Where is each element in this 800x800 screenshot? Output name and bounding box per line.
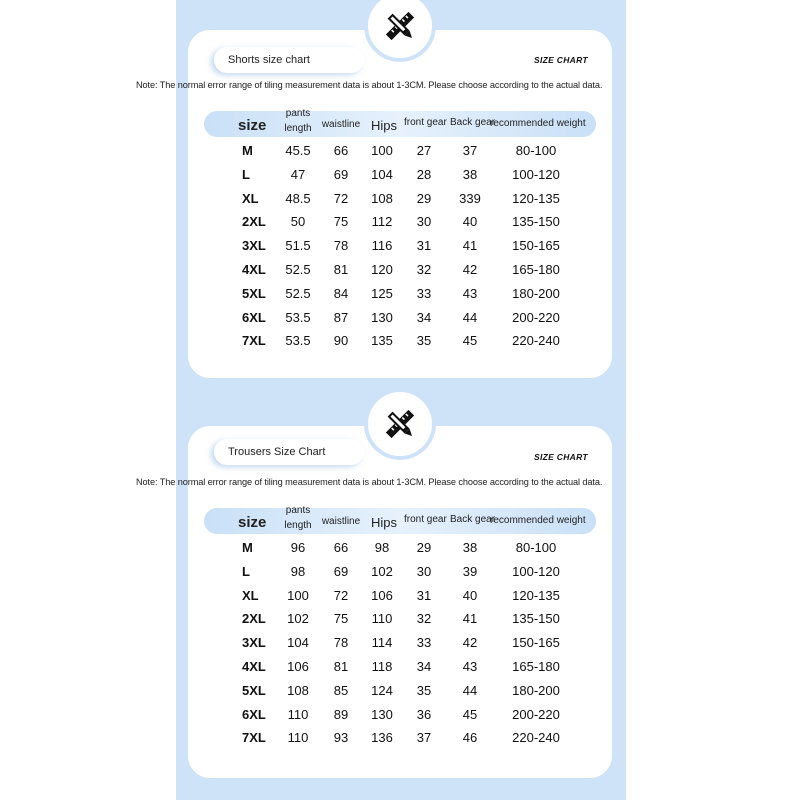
table-row [0, 286, 800, 306]
cell-pants-length: 98 [290, 563, 306, 579]
cell-waistline: 81 [333, 659, 349, 674]
header-recommended-weight: recommended weight [490, 515, 586, 526]
shorts-chart-title: Shorts size chart [214, 47, 364, 73]
table-row [0, 262, 800, 282]
size-chart-label: SIZE CHART [534, 452, 588, 462]
cell-pants-length: 52.5 [285, 262, 311, 277]
cell-pants-length: 53.5 [285, 333, 311, 349]
table-row [0, 588, 800, 608]
cell-waistline: 66 [333, 540, 349, 555]
measurement-note: Note: The normal error range of tiling measurement data is about 1-3CM. Please choose according to the actual data. [136, 80, 603, 90]
cell-recommended-weight: 100-120 [512, 166, 560, 182]
cell-back-gear: 38 [462, 540, 478, 555]
cell-hips: 130 [371, 309, 393, 325]
header-front-gear: front gear [404, 117, 447, 128]
cell-hips: 120 [371, 262, 393, 277]
cell-pants-length: 106 [287, 659, 309, 674]
table-row [0, 611, 800, 631]
measurement-note: Note: The normal error range of tiling measurement data is about 1-3CM. Please choose according to the actual data. [136, 477, 603, 487]
cell-size: M [242, 540, 253, 555]
cell-back-gear: 44 [462, 309, 478, 325]
cell-waistline: 81 [333, 262, 349, 277]
pencil-ruler-emblem [368, 392, 432, 456]
cell-front-gear: 29 [416, 190, 432, 206]
cell-back-gear: 42 [462, 635, 478, 651]
cell-pants-length: 100 [287, 587, 309, 603]
cell-hips: 102 [371, 563, 393, 579]
header-size: size [238, 514, 267, 531]
cell-size: L [242, 166, 250, 182]
cell-size: XL [242, 587, 259, 603]
cell-back-gear: 40 [462, 587, 478, 603]
cell-size: 3XL [242, 238, 266, 254]
cell-waistline: 69 [333, 166, 349, 182]
table-row [0, 310, 800, 330]
cell-size: 7XL [242, 730, 266, 746]
cell-back-gear: 37 [462, 143, 478, 158]
cell-hips: 116 [371, 238, 393, 254]
cell-hips: 110 [371, 611, 393, 627]
cell-recommended-weight: 150-165 [512, 635, 560, 651]
cell-hips: 124 [371, 682, 393, 698]
header-back-gear: Back gear [450, 514, 496, 525]
cell-size: L [242, 563, 250, 579]
cell-hips: 112 [371, 214, 393, 230]
header-hips: Hips [370, 118, 397, 133]
cell-front-gear: 33 [416, 635, 432, 651]
cell-pants-length: 53.5 [285, 309, 311, 325]
cell-waistline: 89 [333, 706, 349, 722]
cell-recommended-weight: 135-150 [512, 611, 560, 627]
table-row [0, 564, 800, 584]
cell-hips: 98 [374, 540, 390, 555]
cell-front-gear: 31 [416, 587, 432, 603]
cell-size: 4XL [242, 659, 266, 674]
cell-front-gear: 37 [416, 730, 432, 746]
cell-back-gear: 46 [462, 730, 478, 746]
table-row [0, 683, 800, 703]
cell-front-gear: 33 [416, 285, 432, 301]
cell-recommended-weight: 180-200 [512, 285, 560, 301]
cell-pants-length: 47 [290, 166, 306, 182]
cell-front-gear: 30 [416, 563, 432, 579]
cell-hips: 104 [371, 166, 393, 182]
cell-pants-length: 51.5 [285, 238, 311, 254]
cell-hips: 100 [371, 143, 393, 158]
table-row [0, 143, 800, 163]
cell-pants-length: 52.5 [285, 285, 311, 301]
cell-size: 7XL [242, 333, 266, 349]
cell-pants-length: 110 [287, 730, 309, 746]
cell-hips: 118 [371, 659, 393, 674]
header-waistline: waistline [321, 119, 361, 130]
cell-waistline: 66 [333, 143, 349, 158]
size-chart-label: SIZE CHART [534, 55, 588, 65]
cell-size: XL [242, 190, 259, 206]
cell-size: M [242, 143, 253, 158]
cell-front-gear: 35 [416, 333, 432, 349]
cell-front-gear: 35 [416, 682, 432, 698]
table-row [0, 540, 800, 560]
cell-back-gear: 43 [462, 285, 478, 301]
cell-back-gear: 41 [462, 238, 478, 254]
cell-waistline: 75 [333, 611, 349, 627]
cell-recommended-weight: 80-100 [515, 143, 557, 158]
table-row [0, 167, 800, 187]
header-size: size [238, 117, 267, 134]
cell-back-gear: 42 [462, 262, 478, 277]
cell-size: 3XL [242, 635, 266, 651]
cell-back-gear: 38 [462, 166, 478, 182]
header-waistline: waistline [321, 516, 361, 527]
cell-pants-length: 45.5 [285, 143, 311, 158]
table-row [0, 635, 800, 655]
cell-hips: 130 [371, 706, 393, 722]
cell-back-gear: 339 [459, 190, 481, 206]
cell-hips: 114 [371, 635, 393, 651]
cell-front-gear: 36 [416, 706, 432, 722]
header-back-gear: Back gear [450, 117, 496, 128]
cell-recommended-weight: 135-150 [512, 214, 560, 230]
cell-hips: 106 [371, 587, 393, 603]
table-row [0, 659, 800, 679]
cell-back-gear: 40 [462, 214, 478, 230]
cell-pants-length: 102 [287, 611, 309, 627]
cell-front-gear: 31 [416, 238, 432, 254]
cell-front-gear: 34 [416, 309, 432, 325]
cell-back-gear: 44 [462, 682, 478, 698]
pencil-ruler-icon [380, 404, 420, 444]
header-recommended-weight: recommended weight [490, 118, 586, 129]
cell-waistline: 84 [333, 285, 349, 301]
cell-size: 4XL [242, 262, 266, 277]
cell-waistline: 72 [333, 587, 349, 603]
cell-recommended-weight: 200-220 [512, 309, 560, 325]
cell-recommended-weight: 120-135 [512, 190, 560, 206]
header-pants-length: pants [285, 505, 311, 516]
header-hips: Hips [370, 515, 397, 530]
cell-recommended-weight: 165-180 [512, 659, 560, 674]
table-row [0, 214, 800, 234]
pencil-ruler-icon [380, 6, 420, 46]
cell-front-gear: 32 [416, 611, 432, 627]
cell-hips: 135 [371, 333, 393, 349]
cell-pants-length: 96 [290, 540, 306, 555]
table-row [0, 238, 800, 258]
cell-recommended-weight: 220-240 [512, 730, 560, 746]
cell-waistline: 78 [333, 635, 349, 651]
trousers-chart-title: Trousers Size Chart [214, 439, 364, 465]
header-pants-length: pants [285, 108, 311, 119]
table-row [0, 730, 800, 750]
cell-waistline: 78 [333, 238, 349, 254]
cell-size: 5XL [242, 682, 266, 698]
cell-front-gear: 30 [416, 214, 432, 230]
cell-back-gear: 45 [462, 706, 478, 722]
cell-waistline: 90 [333, 333, 349, 349]
table-row [0, 707, 800, 727]
cell-recommended-weight: 180-200 [512, 682, 560, 698]
cell-front-gear: 34 [416, 659, 432, 674]
cell-recommended-weight: 150-165 [512, 238, 560, 254]
cell-size: 5XL [242, 285, 266, 301]
cell-recommended-weight: 165-180 [512, 262, 560, 277]
cell-recommended-weight: 200-220 [512, 706, 560, 722]
cell-waistline: 85 [333, 682, 349, 698]
cell-front-gear: 29 [416, 540, 432, 555]
header-pants-length: length [284, 520, 312, 531]
cell-hips: 136 [371, 730, 393, 746]
cell-front-gear: 28 [416, 166, 432, 182]
header-front-gear: front gear [404, 514, 447, 525]
cell-pants-length: 110 [287, 706, 309, 722]
cell-size: 2XL [242, 611, 266, 627]
cell-waistline: 87 [333, 309, 349, 325]
cell-back-gear: 39 [462, 563, 478, 579]
cell-front-gear: 27 [416, 143, 432, 158]
table-row [0, 333, 800, 353]
cell-recommended-weight: 120-135 [512, 587, 560, 603]
cell-size: 6XL [242, 706, 266, 722]
cell-front-gear: 32 [416, 262, 432, 277]
cell-waistline: 93 [333, 730, 349, 746]
cell-waistline: 75 [333, 214, 349, 230]
cell-size: 6XL [242, 309, 266, 325]
header-pants-length: length [284, 123, 312, 134]
cell-recommended-weight: 80-100 [515, 540, 557, 555]
cell-recommended-weight: 100-120 [512, 563, 560, 579]
table-row [0, 191, 800, 211]
cell-recommended-weight: 220-240 [512, 333, 560, 349]
cell-waistline: 72 [333, 190, 349, 206]
cell-hips: 125 [371, 285, 393, 301]
cell-pants-length: 50 [290, 214, 306, 230]
cell-pants-length: 108 [287, 682, 309, 698]
cell-back-gear: 45 [462, 333, 478, 349]
cell-size: 2XL [242, 214, 266, 230]
cell-hips: 108 [371, 190, 393, 206]
cell-back-gear: 43 [462, 659, 478, 674]
cell-back-gear: 41 [462, 611, 478, 627]
cell-pants-length: 104 [287, 635, 309, 651]
cell-pants-length: 48.5 [285, 190, 311, 206]
cell-waistline: 69 [333, 563, 349, 579]
